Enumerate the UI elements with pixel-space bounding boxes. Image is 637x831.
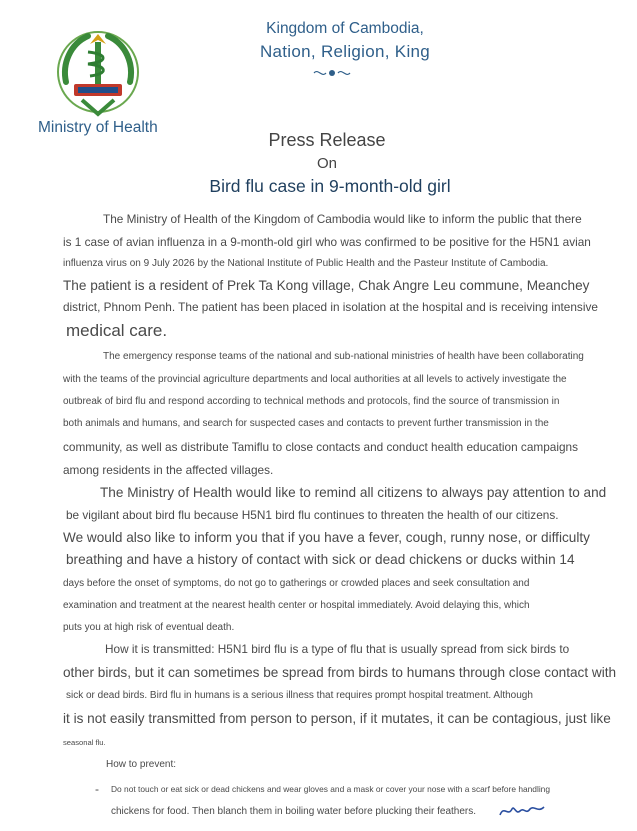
paragraph-line: The Ministry of Health of the Kingdom of Cambodia would like to inform the public that there xyxy=(103,212,582,226)
paragraph-line: be vigilant about bird flu because H5N1 bird flu continues to threaten the health of our citizens. xyxy=(66,508,559,522)
paragraph-line: How it is transmitted: H5N1 bird flu is a type of flu that is usually spread from sick birds to xyxy=(105,642,570,656)
prevent-heading: How to prevent: xyxy=(106,759,177,770)
paragraph-line: puts you at high risk of eventual death. xyxy=(63,622,235,633)
paragraph-line: with the teams of the provincial agriculture departments and local authorities at all levels to actively investigate the xyxy=(63,374,567,385)
paragraph-line: other birds, but it can sometimes be spread from birds to humans through close contact with xyxy=(63,665,617,680)
paragraph-line: is 1 case of avian influenza in a 9-month-old girl who was confirmed to be positive for the H5N1 avian xyxy=(63,235,591,249)
bullet-dash: - xyxy=(95,782,99,796)
paragraph-line: examination and treatment at the nearest health center or hospital immediately. Avoid delaying this, which xyxy=(63,600,530,611)
paragraph-line: We would also like to inform you that if you have a fever, cough, runny nose, or difficulty xyxy=(63,530,590,545)
press-release-title: Press Release xyxy=(268,130,386,150)
paragraph-line: The emergency response teams of the national and sub-national ministries of health have been collaborating xyxy=(103,351,584,362)
paragraph-line: among residents in the affected villages. xyxy=(63,463,274,477)
paragraph-line: both animals and humans, and search for suspected cases and contacts to prevent further transmission in the xyxy=(63,418,549,429)
ornament-divider-icon xyxy=(312,68,352,78)
paragraph-line: medical care. xyxy=(66,321,168,340)
paragraph-line: seasonal flu. xyxy=(63,738,106,747)
paragraph-line: The Ministry of Health would like to remind all citizens to always pay attention to and xyxy=(100,485,607,500)
paragraph-line: The patient is a resident of Prek Ta Kong village, Chak Angre Leu commune, Meanchey xyxy=(63,278,590,293)
paragraph-line: district, Phnom Penh. The patient has been placed in isolation at the hospital and is receiving intensive xyxy=(63,300,598,314)
paragraph-line: influenza virus on 9 July 2026 by the National Institute of Public Health and the Pasteur Institute of Cambodia. xyxy=(63,258,549,269)
paragraph-line: outbreak of bird flu and respond according to technical methods and protocols, find the source of transmission in xyxy=(63,396,560,407)
ministry-emblem-icon xyxy=(52,24,144,120)
paragraph-line: days before the onset of symptoms, do not go to gatherings or crowded places and seek consultation and xyxy=(63,578,530,589)
paragraph-line: breathing and have a history of contact with sick or dead chickens or ducks within 14 xyxy=(66,552,575,567)
paragraph-line: community, as well as distribute Tamiflu to close contacts and conduct health education campaigns xyxy=(63,440,578,454)
signature-icon xyxy=(498,803,546,819)
title-on: On xyxy=(316,155,337,172)
paragraph-line: sick or dead birds. Bird flu in humans is a serious illness that requires prompt hospital treatment. Although xyxy=(66,690,533,701)
headline: Bird flu case in 9-month-old girl xyxy=(209,176,451,196)
paragraph-line: it is not easily transmitted from person to person, if it mutates, it can be contagious, just like xyxy=(63,711,611,726)
kingdom-line: Kingdom of Cambodia, xyxy=(266,20,424,37)
bullet-line: chickens for food. Then blanch them in boiling water before plucking their feathers. xyxy=(111,806,477,817)
motto-line: Nation, Religion, King xyxy=(259,42,431,61)
ministry-label: Ministry of Health xyxy=(38,119,158,136)
bullet-line: Do not touch or eat sick or dead chickens and wear gloves and a mask or cover your nose with a scarf before handling xyxy=(111,784,550,794)
